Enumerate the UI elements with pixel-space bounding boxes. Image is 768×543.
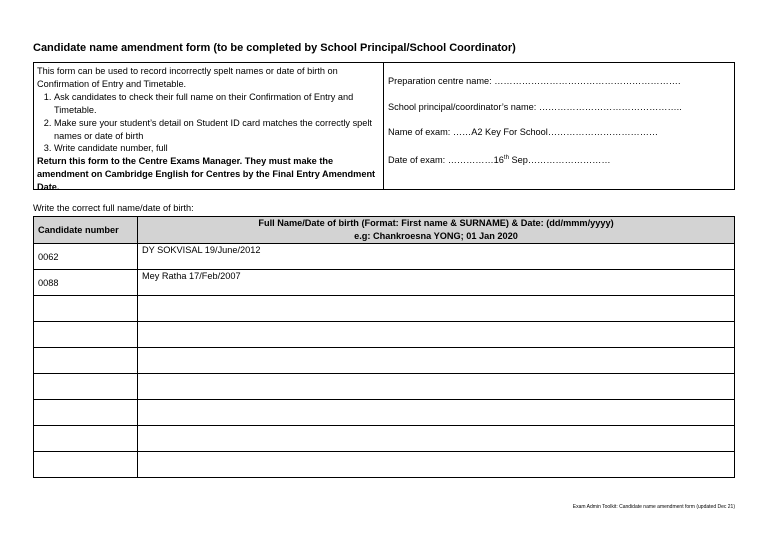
- info-box: [33, 62, 735, 193]
- amendment-table: [33, 216, 735, 478]
- col-header-full-name-example: e.g: Chankroesna YONG; 01 Jan 2020: [354, 231, 518, 241]
- candidate-number-cell[interactable]: 0088: [34, 270, 138, 296]
- full-name-cell[interactable]: [138, 426, 735, 452]
- col-header-full-name-line1: Full Name/Date of birth (Format: First name & SURNAME) & Date: (dd/mmm/yyyy): [258, 218, 614, 228]
- full-name-cell[interactable]: [138, 322, 735, 348]
- exam-date-suffix: Sep………………………: [508, 155, 611, 166]
- candidate-number-cell[interactable]: [34, 348, 138, 374]
- step-item: 1. Ask candidates to check their full name on their Confirmation of Entry and Timetable.: [54, 91, 380, 117]
- footer-note: Exam Admin Toolkit: Candidate name amendment form (updated Dec 21): [572, 504, 735, 510]
- candidate-number-cell[interactable]: [34, 322, 138, 348]
- table-row: [34, 426, 735, 452]
- candidate-number-cell[interactable]: 0062: [34, 244, 138, 270]
- col-header-candidate-number: Candidate number: [34, 217, 138, 244]
- instructions-panel: [34, 63, 384, 193]
- exam-date-ordinal: th: [503, 155, 509, 162]
- principal-name-field[interactable]: School principal/coordinator’s name: ………………………………………..: [388, 101, 682, 112]
- table-row: [34, 270, 735, 296]
- full-name-cell[interactable]: [138, 452, 735, 478]
- table-row: [34, 348, 735, 374]
- full-name-cell[interactable]: [138, 296, 735, 322]
- table-row: [34, 296, 735, 322]
- candidate-number-cell[interactable]: [34, 400, 138, 426]
- candidate-number-cell[interactable]: [34, 452, 138, 478]
- table-row: [34, 244, 735, 270]
- col-header-full-name: [138, 217, 735, 244]
- step-item: 2. Make sure your student’s detail on Student ID card matches the correctly spelt names or date of birth: [54, 117, 380, 143]
- step-item: 3. Write candidate number, full: [54, 142, 380, 155]
- candidate-number-cell[interactable]: [34, 374, 138, 400]
- page-title: Candidate name amendment form (to be completed by School Principal/School Coordinator): [33, 42, 516, 54]
- table-instruction: Write the correct full name/date of birth:: [33, 203, 194, 213]
- centre-name-field[interactable]: Preparation centre name: …………………………………………………….: [388, 76, 681, 86]
- table-header-row: [34, 217, 735, 244]
- exam-name-field[interactable]: Name of exam: ……A2 Key For School………………………………: [388, 127, 659, 138]
- full-name-cell[interactable]: [138, 400, 735, 426]
- candidate-number-cell[interactable]: [34, 426, 138, 452]
- table-row: [34, 374, 735, 400]
- table-row: [34, 452, 735, 478]
- exam-date-field[interactable]: [388, 150, 730, 176]
- full-name-cell[interactable]: Mey Ratha 17/Feb/2007: [138, 270, 735, 296]
- full-name-cell[interactable]: [138, 348, 735, 374]
- steps-list: [37, 91, 380, 156]
- table-row: [34, 400, 735, 426]
- intro-text: This form can be used to record incorrectly spelt names or date of birth on Confirmation of Entry and Timetable.: [37, 66, 338, 89]
- candidate-number-cell[interactable]: [34, 296, 138, 322]
- exam-date-prefix: Date of exam: ……………16: [388, 155, 504, 166]
- full-name-cell[interactable]: DY SOKVISAL 19/June/2012: [138, 244, 735, 270]
- table-row: [34, 322, 735, 348]
- fields-panel: [384, 63, 734, 189]
- return-note: Return this form to the Centre Exams Manager. They must make the amendment on Cambridge English for Centres by the Final Entry Amendment Date.: [37, 156, 376, 193]
- full-name-cell[interactable]: [138, 374, 735, 400]
